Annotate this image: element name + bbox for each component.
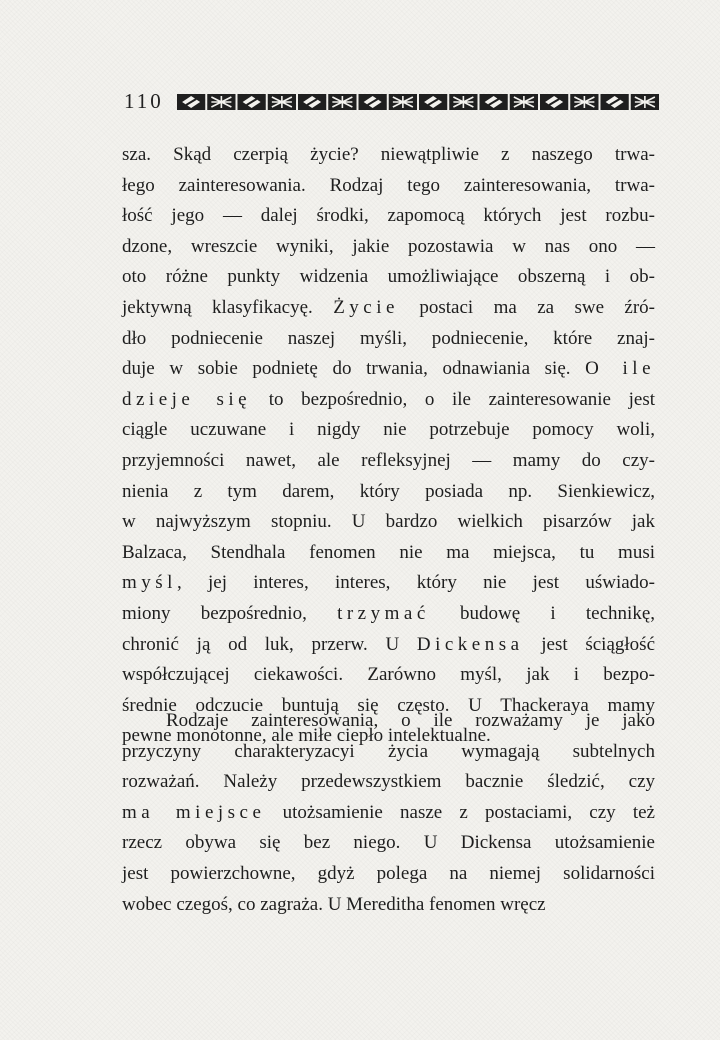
- text-run: przyczyny charakteryzacyi życia wymagają subtelnych: [122, 740, 655, 762]
- spaced-emphasis: myśl: [122, 572, 177, 594]
- text-line: [122, 767, 655, 798]
- page-number: 110: [124, 89, 164, 113]
- text-line: [122, 538, 655, 569]
- text-line: [122, 706, 655, 737]
- ornament-motif: [510, 94, 538, 110]
- text-run: chronić ją od luk, przerw. U: [122, 633, 417, 655]
- text-run: rzecz obywa się bez niego. U Dickensa utożsamienie: [122, 832, 655, 854]
- ornament-motif: [540, 94, 568, 110]
- text-run: nienia z tym darem, który posiada np. Sienkiewicz,: [122, 480, 655, 502]
- ornament-motif: [298, 94, 326, 110]
- text-line: [122, 324, 655, 355]
- spaced-emphasis: trzymać: [337, 602, 430, 624]
- text-run: dzone, wreszcie wyniki, jakie pozostawia w nas ono —: [122, 235, 655, 257]
- text-line: [122, 262, 655, 293]
- text-run: pewne monotonne, ale miłe ciepło intelektualne.: [122, 725, 491, 747]
- ornament-motif: [601, 94, 629, 110]
- text-line: [122, 798, 655, 829]
- text-line: [122, 630, 655, 661]
- text-run: współczującej ciekawości. Zarówno myśl, jak i bezpo-: [122, 664, 655, 686]
- text-run: sza. Skąd czerpią życie? niewątpliwie z naszego trwa-: [122, 144, 655, 165]
- ornament-motif: [449, 94, 477, 110]
- ornament-motif: [207, 94, 235, 110]
- text-line: [122, 737, 655, 768]
- text-line: [122, 415, 655, 446]
- text-run: utożsamienie nasze z postaciami, czy też: [265, 801, 655, 823]
- text-line: [122, 828, 655, 859]
- spaced-emphasis: O ile: [585, 358, 655, 380]
- ornament-motif: [359, 94, 387, 110]
- text-run: dło podniecenie naszej myśli, podniecenie, które znaj-: [122, 327, 655, 349]
- ornament-motif: [238, 94, 266, 110]
- ornament-motif: [631, 94, 659, 110]
- text-line: [122, 385, 655, 416]
- running-header: [124, 88, 660, 118]
- text-run: budowę i technikę,: [429, 602, 655, 624]
- text-run: jest ściągłość: [523, 633, 655, 655]
- text-run: oto różne punkty widzenia umożliwiające obszerną i ob-: [122, 266, 655, 288]
- text-run: wobec czegoś, co zagraża. U Mereditha fenomen wręcz: [122, 893, 546, 915]
- text-line: [122, 354, 655, 385]
- text-run: ciągle uczuwane i nigdy nie potrzebuje pomocy woli,: [122, 419, 655, 441]
- text-line: [122, 507, 655, 538]
- text-line: [122, 140, 655, 171]
- ornament-motif: [268, 94, 296, 110]
- spaced-emphasis: dzieje się: [122, 388, 252, 410]
- ornament-motif: [177, 94, 205, 110]
- ornament-band-icon: [176, 93, 660, 111]
- text-run: to bezpośrednio, o ile zainteresowanie jest: [251, 388, 655, 410]
- text-line: [122, 890, 655, 921]
- spaced-emphasis: Dickensa: [416, 633, 524, 655]
- text-run: łego zainteresowania. Rodzaj tego zainteresowania, trwa-: [122, 174, 655, 196]
- text-run: jest powierzchowne, gdyż polega na niemej solidarności: [122, 862, 655, 884]
- text-line: [122, 477, 655, 508]
- text-line: [122, 660, 655, 691]
- text-line: [122, 293, 655, 324]
- text-line: [122, 171, 655, 202]
- spaced-emphasis: ma miejsce: [122, 801, 266, 823]
- text-run: miony bezpośrednio,: [122, 602, 338, 624]
- paragraph: [122, 706, 655, 920]
- spaced-emphasis: Życie: [333, 296, 399, 318]
- text-run: łość jego — dalej środki, zapomocą których jest rozbu-: [122, 205, 655, 227]
- text-run: duje w sobie podnietę do trwania, odnawiania się.: [122, 358, 586, 380]
- text-run: Rodzaje zainteresowania, o ile rozważamy je jako: [166, 710, 655, 731]
- text-line: [122, 599, 655, 630]
- ornament-motif: [570, 94, 598, 110]
- text-run: przyjemności nawet, ale refleksyjnej — mamy do czy-: [122, 449, 655, 471]
- text-line: [122, 232, 655, 263]
- text-line: [122, 446, 655, 477]
- text-run: rozważań. Należy przedewszystkiem bacznie śledzić, czy: [122, 771, 655, 793]
- text-run: Balzaca, Stendhala fenomen nie ma miejsca, tu musi: [122, 541, 655, 563]
- text-run: postaci ma za swe źró-: [398, 296, 655, 318]
- text-run: w najwyższym stopniu. U bardzo wielkich pisarzów jak: [122, 511, 655, 533]
- text-line: [122, 201, 655, 232]
- ornament-motif: [389, 94, 417, 110]
- text-run: jektywną klasyfikacyę.: [122, 296, 334, 318]
- paragraph: [122, 140, 655, 752]
- text-line: [122, 568, 655, 599]
- ornament-motif: [480, 94, 508, 110]
- ornament-motif: [328, 94, 356, 110]
- text-run: średnie odczucie buntują się często. U Thackeraya mamy: [122, 694, 655, 716]
- text-line: [122, 859, 655, 890]
- ornament-motif: [419, 94, 447, 110]
- text-run: , jej interes, interes, który nie jest uświado-: [176, 572, 655, 594]
